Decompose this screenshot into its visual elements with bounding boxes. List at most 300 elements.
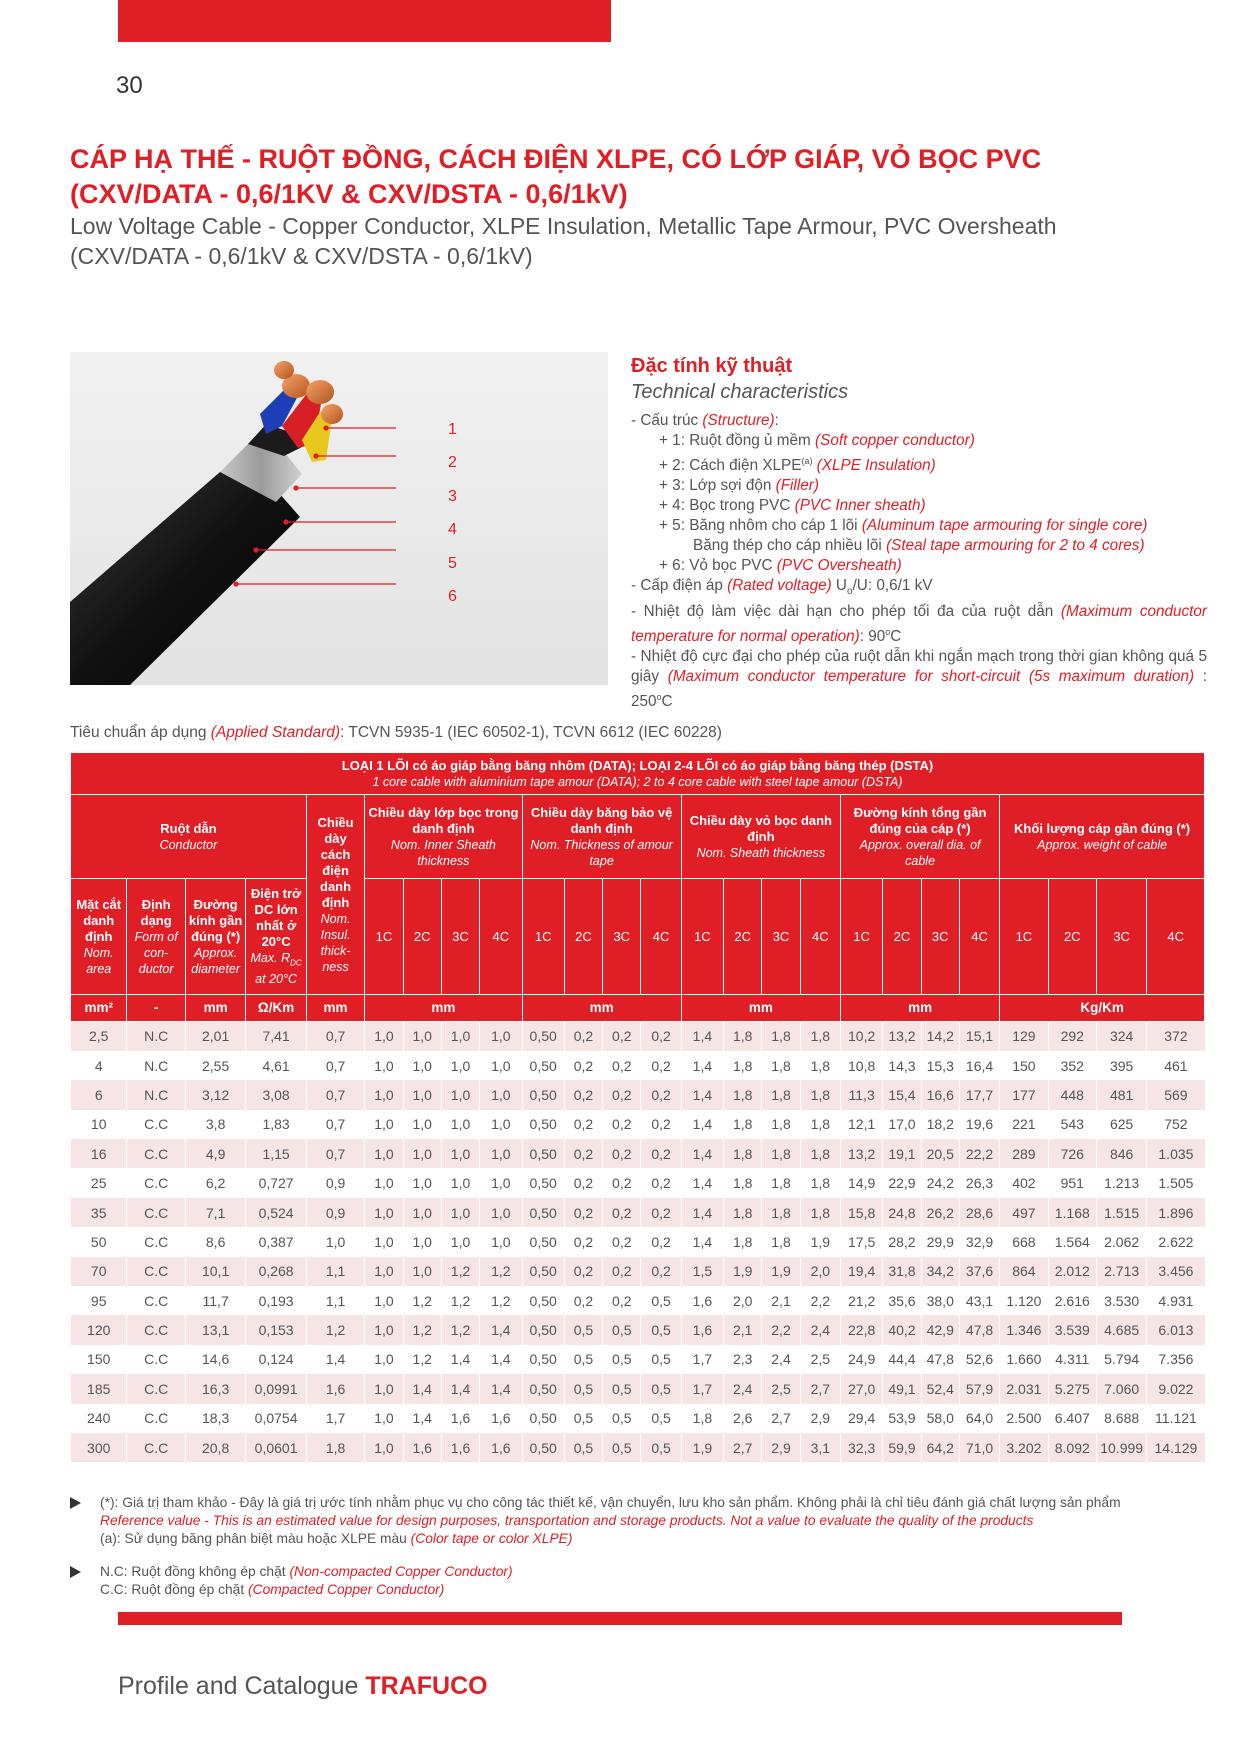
table-cell: 0,2 [564, 1080, 602, 1109]
brand-name: TRAFUCO [365, 1672, 488, 1700]
table-cell: 0,2 [603, 1198, 641, 1227]
table-cell: 1,2 [403, 1315, 441, 1344]
table-cell: 4,61 [246, 1051, 306, 1080]
table-cell: 1,0 [441, 1080, 479, 1109]
table-cell: 289 [1000, 1139, 1048, 1168]
table-cell: C.C [127, 1433, 185, 1462]
table-cell: 1,4 [681, 1080, 723, 1109]
table-cell: 16,6 [921, 1080, 959, 1109]
core-1c: 1C [365, 879, 403, 995]
table-cell: 2.012 [1048, 1257, 1096, 1286]
table-cell: 1,8 [724, 1110, 762, 1139]
table-cell: 4,9 [185, 1139, 245, 1168]
unit-diameter: mm [185, 995, 245, 1022]
table-cell: 31,8 [883, 1257, 921, 1286]
unit-overall-diameter: mm [840, 995, 999, 1022]
table-cell: 1,9 [681, 1433, 723, 1462]
table-cell: 1,0 [441, 1139, 479, 1168]
table-cell: 24,2 [921, 1168, 959, 1197]
table-cell: 2,0 [724, 1286, 762, 1315]
table-cell: 1,8 [724, 1168, 762, 1197]
table-cell: 185 [71, 1374, 127, 1403]
table-cell: 1,0 [480, 1080, 522, 1109]
table-cell: 1,0 [365, 1051, 403, 1080]
bullet-triangle-icon [70, 1497, 81, 1509]
table-cell: 0,50 [522, 1051, 564, 1080]
table-cell: 2,1 [762, 1286, 800, 1315]
table-cell: 3.202 [1000, 1433, 1048, 1462]
table-cell: 1,2 [480, 1286, 522, 1315]
table-cell: 1,6 [480, 1404, 522, 1433]
core-3c: 3C [921, 879, 959, 995]
table-cell: 1,4 [403, 1404, 441, 1433]
table-cell: 1,8 [800, 1022, 840, 1051]
table-cell: 497 [1000, 1198, 1048, 1227]
table-cell: 1.120 [1000, 1286, 1048, 1315]
table-cell: 1,2 [480, 1257, 522, 1286]
table-banner: LOẠI 1 LÕI có áo giáp bằng băng nhôm (DATA); LOẠI 2-4 LÕI có áo giáp bằng băng thép (DSTA) 1 core cable with aluminium tape amour (DATA); 2 to 4 core cable with steel tape amour (DSTA) [71, 753, 1205, 795]
table-cell: 35 [71, 1198, 127, 1227]
table-cell: 150 [1000, 1051, 1048, 1080]
table-cell: 0,2 [564, 1257, 602, 1286]
table-cell: 1.213 [1096, 1168, 1146, 1197]
table-row [71, 1404, 1205, 1433]
figure-label-3: 3 [448, 488, 457, 505]
table-cell: C.C [127, 1345, 185, 1374]
table-cell: 1,8 [762, 1139, 800, 1168]
table-cell: 1,8 [681, 1404, 723, 1433]
group-armour-tape: Chiều dày băng bảo vệ danh định Nom. Thickness of amour tape [522, 795, 681, 879]
table-cell: 16,4 [959, 1051, 999, 1080]
table-cell: 1,0 [365, 1227, 403, 1256]
table-cell: 15,8 [840, 1198, 882, 1227]
table-cell: 0,5 [564, 1315, 602, 1344]
table-cell: 569 [1147, 1080, 1205, 1109]
table-cell: 1,6 [681, 1315, 723, 1344]
table-cell: 1,0 [403, 1168, 441, 1197]
table-cell: 0,268 [246, 1257, 306, 1286]
table-cell: C.C [127, 1198, 185, 1227]
table-cell: 2,5 [800, 1345, 840, 1374]
core-3c: 3C [1096, 879, 1146, 995]
table-cell: 22,9 [883, 1168, 921, 1197]
table-cell: 0,2 [603, 1139, 641, 1168]
bottom-accent-bar [118, 1612, 1122, 1625]
table-cell: 0,2 [603, 1168, 641, 1197]
table-cell: 0,193 [246, 1286, 306, 1315]
table-cell: 18,3 [185, 1404, 245, 1433]
core-1c: 1C [522, 879, 564, 995]
table-cell: 0,2 [641, 1022, 681, 1051]
table-cell: 2.616 [1048, 1286, 1096, 1315]
table-cell: 0,727 [246, 1168, 306, 1197]
table-cell: 3.539 [1048, 1315, 1096, 1344]
bullet-triangle-icon [70, 1566, 81, 1578]
table-cell: 1,0 [403, 1080, 441, 1109]
group-overall-diameter: Đường kính tổng gần đúng của cáp (*) Approx. overall dia. of cable [840, 795, 999, 879]
table-cell: 34,2 [921, 1257, 959, 1286]
table-cell: 0,2 [641, 1139, 681, 1168]
table-cell: 19,6 [959, 1110, 999, 1139]
table-cell: 1,0 [480, 1139, 522, 1168]
figure-label-2: 2 [448, 454, 457, 471]
core-4c: 4C [800, 879, 840, 995]
table-cell: 22,8 [840, 1315, 882, 1344]
table-cell: 2,6 [724, 1404, 762, 1433]
table-row [71, 1051, 1205, 1080]
table-cell: 1,5 [681, 1257, 723, 1286]
core-2c: 2C [564, 879, 602, 995]
table-cell: 2,7 [724, 1433, 762, 1462]
table-cell: 8.092 [1048, 1433, 1096, 1462]
table-cell: 1,0 [480, 1110, 522, 1139]
table-cell: 3.530 [1096, 1286, 1146, 1315]
core-3c: 3C [441, 879, 479, 995]
table-cell: 1,0 [365, 1404, 403, 1433]
col-nom-area: Mặt cắt danh định Nom. area [71, 879, 127, 995]
title-en-line-2: (CXV/DATA - 0,6/1kV & CXV/DSTA - 0,6/1kV) [70, 243, 533, 269]
unit-resistance: Ω/Km [246, 995, 306, 1022]
group-weight: Khối lượng cáp gần đúng (*) Approx. weight of cable [1000, 795, 1205, 879]
table-row [71, 1139, 1205, 1168]
table-cell: 0,2 [564, 1139, 602, 1168]
table-cell: 1,8 [306, 1433, 364, 1462]
table-cell: 1,4 [681, 1051, 723, 1080]
core-2c: 2C [724, 879, 762, 995]
table-cell: 4.311 [1048, 1345, 1096, 1374]
note-reference-value [70, 1494, 1205, 1548]
unit-form: - [127, 995, 185, 1022]
applied-standard: Tiêu chuẩn áp dụng (Applied Standard): TCVN 5935-1 (IEC 60502-1), TCVN 6612 (IEC 60228) [70, 724, 722, 741]
table-cell: 0,50 [522, 1374, 564, 1403]
table-cell: 1.035 [1147, 1139, 1205, 1168]
table-cell: 0,50 [522, 1345, 564, 1374]
table-cell: 4.685 [1096, 1315, 1146, 1344]
table-cell: 0,2 [564, 1198, 602, 1227]
col-max-resistance: Điện trở DC lớn nhất ở 20°C Max. $R_{DC}$ at 20°C [246, 879, 306, 995]
table-cell: 14,9 [840, 1168, 882, 1197]
table-cell: 0,5 [603, 1374, 641, 1403]
table-cell: 2,9 [762, 1433, 800, 1462]
table-cell: 47,8 [959, 1315, 999, 1344]
table-cell: 481 [1096, 1080, 1146, 1109]
table-cell: 1,9 [800, 1227, 840, 1256]
unit-area: mm² [71, 995, 127, 1022]
table-cell: 395 [1096, 1051, 1146, 1080]
table-cell: 0,5 [564, 1433, 602, 1462]
table-cell: 38,0 [921, 1286, 959, 1315]
table-cell: 0,9 [306, 1198, 364, 1227]
table-cell: 1,0 [480, 1198, 522, 1227]
table-cell: 1,0 [441, 1110, 479, 1139]
table-cell: 1,4 [441, 1345, 479, 1374]
table-cell: 16,3 [185, 1374, 245, 1403]
spec-table-body [71, 1022, 1205, 1463]
table-cell: 1,4 [681, 1110, 723, 1139]
table-cell: 846 [1096, 1139, 1146, 1168]
table-cell: 1,8 [762, 1168, 800, 1197]
table-cell: 29,9 [921, 1227, 959, 1256]
col-approx-diameter: Đường kính gần đúng (*) Approx. diameter [185, 879, 245, 995]
table-cell: 0,5 [564, 1374, 602, 1403]
table-cell: 13,2 [840, 1139, 882, 1168]
table-cell: 1,4 [441, 1374, 479, 1403]
table-cell: 352 [1048, 1051, 1096, 1080]
table-cell: 0,50 [522, 1315, 564, 1344]
table-cell: 26,2 [921, 1198, 959, 1227]
table-cell: 15,3 [921, 1051, 959, 1080]
table-cell: 1,0 [403, 1110, 441, 1139]
table-cell: 1,2 [403, 1345, 441, 1374]
table-cell: 32,9 [959, 1227, 999, 1256]
table-cell: 1,0 [365, 1315, 403, 1344]
table-cell: 3.456 [1147, 1257, 1205, 1286]
table-row [71, 1110, 1205, 1139]
table-cell: 50 [71, 1227, 127, 1256]
table-cell: 0,7 [306, 1051, 364, 1080]
table-cell: 300 [71, 1433, 127, 1462]
table-cell: 1,83 [246, 1110, 306, 1139]
table-cell: 21,2 [840, 1286, 882, 1315]
table-cell: 10.999 [1096, 1433, 1146, 1462]
group-insulation: Chiều dày cách điện danh định Nom. Insul. thick-ness [306, 795, 364, 995]
table-cell: 1,7 [306, 1404, 364, 1433]
table-row [71, 1286, 1205, 1315]
table-cell: 0,5 [603, 1433, 641, 1462]
table-cell: 1,2 [306, 1315, 364, 1344]
table-cell: 18,2 [921, 1110, 959, 1139]
table-cell: 71,0 [959, 1433, 999, 1462]
table-cell: 1,7 [681, 1374, 723, 1403]
table-cell: 0,524 [246, 1198, 306, 1227]
table-cell: 1,0 [480, 1051, 522, 1080]
table-cell: 1,6 [306, 1374, 364, 1403]
table-row [71, 1227, 1205, 1256]
figure-label-1: 1 [448, 421, 457, 438]
table-cell: 64,0 [959, 1404, 999, 1433]
table-cell: 2.622 [1147, 1227, 1205, 1256]
table-cell: 1.515 [1096, 1198, 1146, 1227]
table-cell: 0,2 [564, 1110, 602, 1139]
table-cell: C.C [127, 1227, 185, 1256]
table-cell: 28,6 [959, 1198, 999, 1227]
core-4c: 4C [480, 879, 522, 995]
table-cell: 1,0 [441, 1022, 479, 1051]
table-cell: 0,5 [641, 1433, 681, 1462]
table-cell: 2,7 [800, 1374, 840, 1403]
group-inner-sheath: Chiều dày lớp bọc trong danh định Nom. Inner Sheath thickness [365, 795, 522, 879]
table-cell: 1,0 [480, 1022, 522, 1051]
table-cell: 2,1 [724, 1315, 762, 1344]
table-cell: 1,8 [724, 1080, 762, 1109]
table-cell: 2,9 [800, 1404, 840, 1433]
core-1c: 1C [840, 879, 882, 995]
table-cell: 6,2 [185, 1168, 245, 1197]
table-cell: 0,153 [246, 1315, 306, 1344]
table-cell: 951 [1048, 1168, 1096, 1197]
table-cell: 2,4 [762, 1345, 800, 1374]
table-cell: 15,1 [959, 1022, 999, 1051]
table-cell: 1,0 [441, 1168, 479, 1197]
table-cell: 120 [71, 1315, 127, 1344]
table-cell: 543 [1048, 1110, 1096, 1139]
table-cell: 1.346 [1000, 1315, 1048, 1344]
table-cell: 17,0 [883, 1110, 921, 1139]
structure-item-5b: Băng thép cho cáp nhiều lõi (Steal tape armouring for 2 to 4 cores) [693, 537, 1145, 555]
table-cell: 1,9 [724, 1257, 762, 1286]
table-cell: 0,2 [564, 1286, 602, 1315]
table-cell: 0,2 [641, 1080, 681, 1109]
table-cell: 19,4 [840, 1257, 882, 1286]
table-cell: 95 [71, 1286, 127, 1315]
table-cell: 0,50 [522, 1404, 564, 1433]
table-cell: 1,8 [762, 1022, 800, 1051]
table-cell: 4 [71, 1051, 127, 1080]
note-cc: C.C: Ruột đồng ép chặt (Compacted Copper Conductor) [100, 1582, 445, 1597]
table-cell: 20,8 [185, 1433, 245, 1462]
core-4c: 4C [1147, 879, 1205, 995]
table-cell: 0,2 [641, 1110, 681, 1139]
table-cell: 1,0 [403, 1198, 441, 1227]
table-cell: 1,6 [441, 1404, 479, 1433]
table-cell: 1,1 [306, 1286, 364, 1315]
table-cell: 150 [71, 1345, 127, 1374]
table-cell: 8.688 [1096, 1404, 1146, 1433]
table-cell: C.C [127, 1404, 185, 1433]
cable-cross-section-illustration [70, 352, 608, 685]
table-cell: 1,6 [403, 1433, 441, 1462]
table-cell: 0,387 [246, 1227, 306, 1256]
structure-item-1: + 1: Ruột đồng ủ mềm (Soft copper conductor) [659, 432, 975, 449]
table-cell: 1,1 [306, 1257, 364, 1286]
table-cell: C.C [127, 1286, 185, 1315]
table-cell: 0,9 [306, 1168, 364, 1197]
col-form: Định dạng Form of con-ductor [127, 879, 185, 995]
table-cell: 40,2 [883, 1315, 921, 1344]
table-cell: 1,9 [762, 1257, 800, 1286]
core-3c: 3C [603, 879, 641, 995]
table-cell: 0,50 [522, 1110, 564, 1139]
unit-inner-sheath: mm [365, 995, 522, 1022]
figure-label-6: 6 [448, 588, 457, 605]
normal-temperature: - Nhiệt độ làm việc dài hạn cho phép tối đa của ruột dẫn (Maximum conductor temperature for normal operation): 90$^o$C [631, 603, 1207, 646]
table-cell: 1,2 [403, 1286, 441, 1315]
table-cell: 2,4 [800, 1315, 840, 1344]
table-cell: 1,0 [441, 1051, 479, 1080]
table-cell: 1,0 [403, 1257, 441, 1286]
table-cell: C.C [127, 1110, 185, 1139]
table-cell: 0,50 [522, 1433, 564, 1462]
table-cell: 2.062 [1096, 1227, 1146, 1256]
table-cell: N.C [127, 1022, 185, 1051]
table-cell: C.C [127, 1374, 185, 1403]
table-cell: 129 [1000, 1022, 1048, 1051]
table-cell: 1,8 [800, 1198, 840, 1227]
table-cell: 0,2 [641, 1168, 681, 1197]
table-cell: 4.931 [1147, 1286, 1205, 1315]
table-cell: 0,7 [306, 1080, 364, 1109]
table-cell: 0,50 [522, 1168, 564, 1197]
table-cell: 0,5 [641, 1315, 681, 1344]
table-cell: 0,50 [522, 1286, 564, 1315]
unit-armour-tape: mm [522, 995, 681, 1022]
table-cell: 49,1 [883, 1374, 921, 1403]
table-cell: 1.168 [1048, 1198, 1096, 1227]
table-cell: 0,50 [522, 1080, 564, 1109]
table-cell: C.C [127, 1139, 185, 1168]
title-en-line-1: Low Voltage Cable - Copper Conductor, XLPE Insulation, Metallic Tape Armour, PVC Oversheath [70, 213, 1057, 239]
table-cell: 10,2 [840, 1022, 882, 1051]
table-cell: 1,8 [800, 1139, 840, 1168]
table-cell: 44,4 [883, 1345, 921, 1374]
table-cell: 1,0 [365, 1257, 403, 1286]
table-cell: 7,41 [246, 1022, 306, 1051]
core-4c: 4C [641, 879, 681, 995]
table-cell: 0,50 [522, 1139, 564, 1168]
table-cell: 3,8 [185, 1110, 245, 1139]
table-cell: C.C [127, 1168, 185, 1197]
table-cell: 1,8 [724, 1227, 762, 1256]
table-cell: 0,2 [603, 1051, 641, 1080]
table-cell: 0,5 [603, 1345, 641, 1374]
table-row [71, 1257, 1205, 1286]
table-cell: 1,6 [681, 1286, 723, 1315]
table-cell: 0,7 [306, 1139, 364, 1168]
table-cell: 1,0 [365, 1433, 403, 1462]
table-cell: 0,5 [603, 1404, 641, 1433]
table-cell: 1,4 [480, 1374, 522, 1403]
table-cell: 17,5 [840, 1227, 882, 1256]
table-cell: 3,12 [185, 1080, 245, 1109]
table-cell: 7.060 [1096, 1374, 1146, 1403]
table-cell: 3,1 [800, 1433, 840, 1462]
table-cell: 14,2 [921, 1022, 959, 1051]
footer: Profile and Catalogue TRAFUCO [118, 1672, 488, 1700]
table-cell: 1,0 [365, 1139, 403, 1168]
table-cell: 1.564 [1048, 1227, 1096, 1256]
table-cell: 0,2 [603, 1257, 641, 1286]
table-cell: 32,3 [840, 1433, 882, 1462]
table-cell: 58,0 [921, 1404, 959, 1433]
table-cell: 12,1 [840, 1110, 882, 1139]
table-cell: 1,8 [800, 1051, 840, 1080]
table-cell: 19,1 [883, 1139, 921, 1168]
table-cell: 26,3 [959, 1168, 999, 1197]
table-cell: 0,5 [564, 1345, 602, 1374]
table-cell: 10,8 [840, 1051, 882, 1080]
table-cell: 16 [71, 1139, 127, 1168]
table-cell: 402 [1000, 1168, 1048, 1197]
table-cell: 1,4 [681, 1227, 723, 1256]
table-cell: 0,2 [564, 1227, 602, 1256]
core-2c: 2C [883, 879, 921, 995]
table-cell: 1,0 [306, 1227, 364, 1256]
table-cell: 0,2 [603, 1110, 641, 1139]
cable-spec-table [70, 752, 1205, 1462]
table-cell: 0,5 [641, 1286, 681, 1315]
table-cell: 0,124 [246, 1345, 306, 1374]
structure-item-6: + 6: Vỏ bọc PVC (PVC Oversheath) [659, 557, 902, 575]
title-vietnamese [70, 142, 1190, 212]
table-cell: 0,50 [522, 1022, 564, 1051]
table-cell: 0,2 [564, 1022, 602, 1051]
structure-item-5: + 5: Băng nhôm cho cáp 1 lõi (Aluminum tape armouring for single core) [659, 517, 1148, 535]
table-cell: 24,9 [840, 1345, 882, 1374]
table-cell: N.C [127, 1051, 185, 1080]
table-cell: 221 [1000, 1110, 1048, 1139]
tech-title-en: Technical characteristics [631, 381, 849, 403]
table-cell: 372 [1147, 1022, 1205, 1051]
